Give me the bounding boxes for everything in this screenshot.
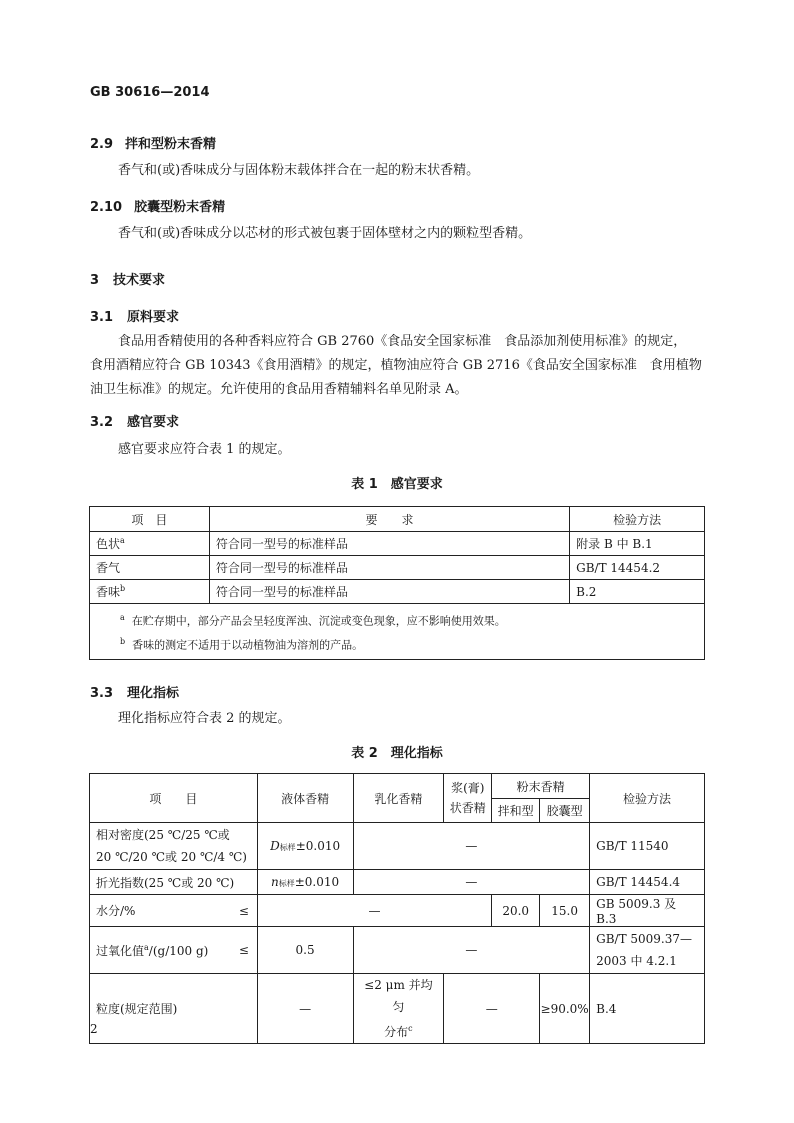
- cell-item: 折光指数(25 ℃或 20 ℃): [90, 870, 258, 895]
- cell-capsule: 15.0: [540, 895, 590, 927]
- cell-item: 过氧化值$^a$/(g/100 g): [90, 927, 232, 974]
- section-3-1-heading: [90, 306, 179, 325]
- cell-method: GB/T 14454.2: [570, 556, 705, 580]
- table-row: [90, 870, 705, 895]
- cell-item: 相对密度(25 ℃/25 ℃或 20 ℃/20 ℃或 20 ℃/4 ℃): [90, 823, 258, 870]
- cell-method: B.2: [570, 580, 705, 604]
- cell-comparator: ≤: [231, 927, 257, 974]
- table-header-row: [90, 774, 705, 799]
- cell-method: GB/T 11540: [590, 823, 705, 870]
- table-row: [90, 927, 705, 974]
- col-header-method: 检验方法: [570, 507, 705, 532]
- cell-emulsion: ≤2 μm 并均匀 分布$^c$: [353, 974, 444, 1044]
- section-3-1-line-3: 油卫生标准》的规定。允许使用的食品用香精辅料名单见附录 A。: [90, 382, 468, 397]
- section-3-1-line-1: 食品用香精使用的各种香料应符合 GB 2760《食品安全国家标准 食品添加剂使用标准》的规定，: [118, 334, 687, 349]
- section-number: 3: [90, 273, 100, 288]
- cell-item: 香气: [90, 556, 210, 580]
- section-title: 原料要求: [127, 310, 180, 325]
- section-2-9-heading: [90, 133, 216, 152]
- cell-others: —: [353, 927, 590, 974]
- cell-liquid: n标样±0.010: [257, 870, 353, 895]
- cell-requirement: 符合同一型号的标准样品: [209, 556, 569, 580]
- section-number: 3.3: [90, 686, 114, 701]
- section-number: 3.2: [90, 415, 114, 430]
- section-3-2-heading: [90, 411, 179, 430]
- cell-method: 附录 B 中 B.1: [570, 532, 705, 556]
- col-header-requirement: 要 求: [209, 507, 569, 532]
- section-2-10-text: 香气和(或)香味成分以芯材的形式被包裹于固体壁材之内的颗粒型香精。: [118, 226, 532, 241]
- section-number: 2.9: [90, 137, 114, 152]
- section-2-9-text: 香气和(或)香味成分与固体粉末载体拌合在一起的粉末状香精。: [118, 163, 480, 178]
- col-header-paste: 浆(膏) 状香精: [444, 774, 492, 823]
- cell-others: —: [353, 870, 590, 895]
- cell-others: —: [257, 895, 492, 927]
- cell-requirement: 符合同一型号的标准样品: [209, 580, 569, 604]
- cell-liquid: D标样±0.010: [257, 823, 353, 870]
- section-3-3-heading: [90, 682, 179, 701]
- cell-paste-mixed: —: [444, 974, 540, 1044]
- cell-method: GB/T 14454.4: [590, 870, 705, 895]
- table-note: $^a$ 在贮存期中，部分产品会呈轻度浑浊、沉淀或变色现象，应不影响使用效果。: [120, 613, 506, 628]
- table-row: [90, 823, 705, 870]
- col-header-liquid: 液体香精: [257, 774, 353, 823]
- table-row: [90, 974, 705, 1044]
- col-header-capsule: 胶囊型: [540, 799, 590, 823]
- col-header-mixed: 拌和型: [492, 799, 540, 823]
- section-2-10-heading: [90, 196, 225, 215]
- section-title: 感官要求: [127, 415, 180, 430]
- cell-capsule: ≥90.0%: [540, 974, 590, 1044]
- page-number: 2: [90, 1022, 98, 1036]
- section-title: 胶囊型粉末香精: [134, 200, 226, 215]
- table-row: [90, 895, 705, 927]
- table-row: [90, 556, 705, 580]
- cell-requirement: 符合同一型号的标准样品: [209, 532, 569, 556]
- cell-method: GB/T 5009.37— 2003 中 4.2.1: [590, 927, 705, 974]
- col-header-method: 检验方法: [590, 774, 705, 823]
- cell-item: 色状$^a$: [90, 532, 210, 556]
- cell-item: 香味$^b$: [90, 580, 210, 604]
- col-header-item: 项 目: [90, 774, 258, 823]
- col-header-item: 项 目: [90, 507, 210, 532]
- cell-mixed: 20.0: [492, 895, 540, 927]
- section-title: 技术要求: [113, 273, 166, 288]
- table-note: $^b$ 香味的测定不适用于以动植物油为溶剂的产品。: [120, 636, 364, 652]
- section-number: 2.10: [90, 200, 123, 215]
- section-3-1-line-2: 食用酒精应符合 GB 10343《食用酒精》的规定，植物油应符合 GB 2716《食品安全国家标准 食用植物: [90, 358, 702, 373]
- table-header-row: [90, 507, 705, 532]
- section-3-3-text: 理化指标应符合表 2 的规定。: [118, 711, 291, 726]
- table-1-caption: 表 1 感官要求: [351, 477, 443, 492]
- cell-comparator: ≤: [231, 895, 257, 927]
- cell-method: GB 5009.3 及 B.3: [590, 895, 705, 927]
- cell-others: —: [353, 823, 590, 870]
- section-number: 3.1: [90, 310, 114, 325]
- table-row: [90, 532, 705, 556]
- standard-number: GB 30616—2014: [90, 85, 210, 100]
- cell-item: 水分/%: [90, 895, 232, 927]
- table-row: [90, 580, 705, 604]
- table-2: [89, 773, 705, 1044]
- table-2-caption: 表 2 理化指标: [351, 746, 443, 761]
- cell-method: B.4: [590, 974, 705, 1044]
- table-notes: [90, 604, 705, 660]
- cell-item: 粒度(规定范围): [90, 974, 258, 1044]
- col-header-emulsion: 乳化香精: [353, 774, 444, 823]
- section-title: 理化指标: [127, 686, 180, 701]
- table-1: [89, 506, 705, 660]
- section-title: 拌和型粉末香精: [125, 137, 217, 152]
- section-3-2-text: 感官要求应符合表 1 的规定。: [118, 442, 291, 457]
- col-header-powder: 粉末香精: [492, 774, 590, 799]
- cell-liquid: 0.5: [257, 927, 353, 974]
- section-3-heading: [90, 269, 165, 288]
- table-notes-row: [90, 604, 705, 660]
- cell-liquid: —: [257, 974, 353, 1044]
